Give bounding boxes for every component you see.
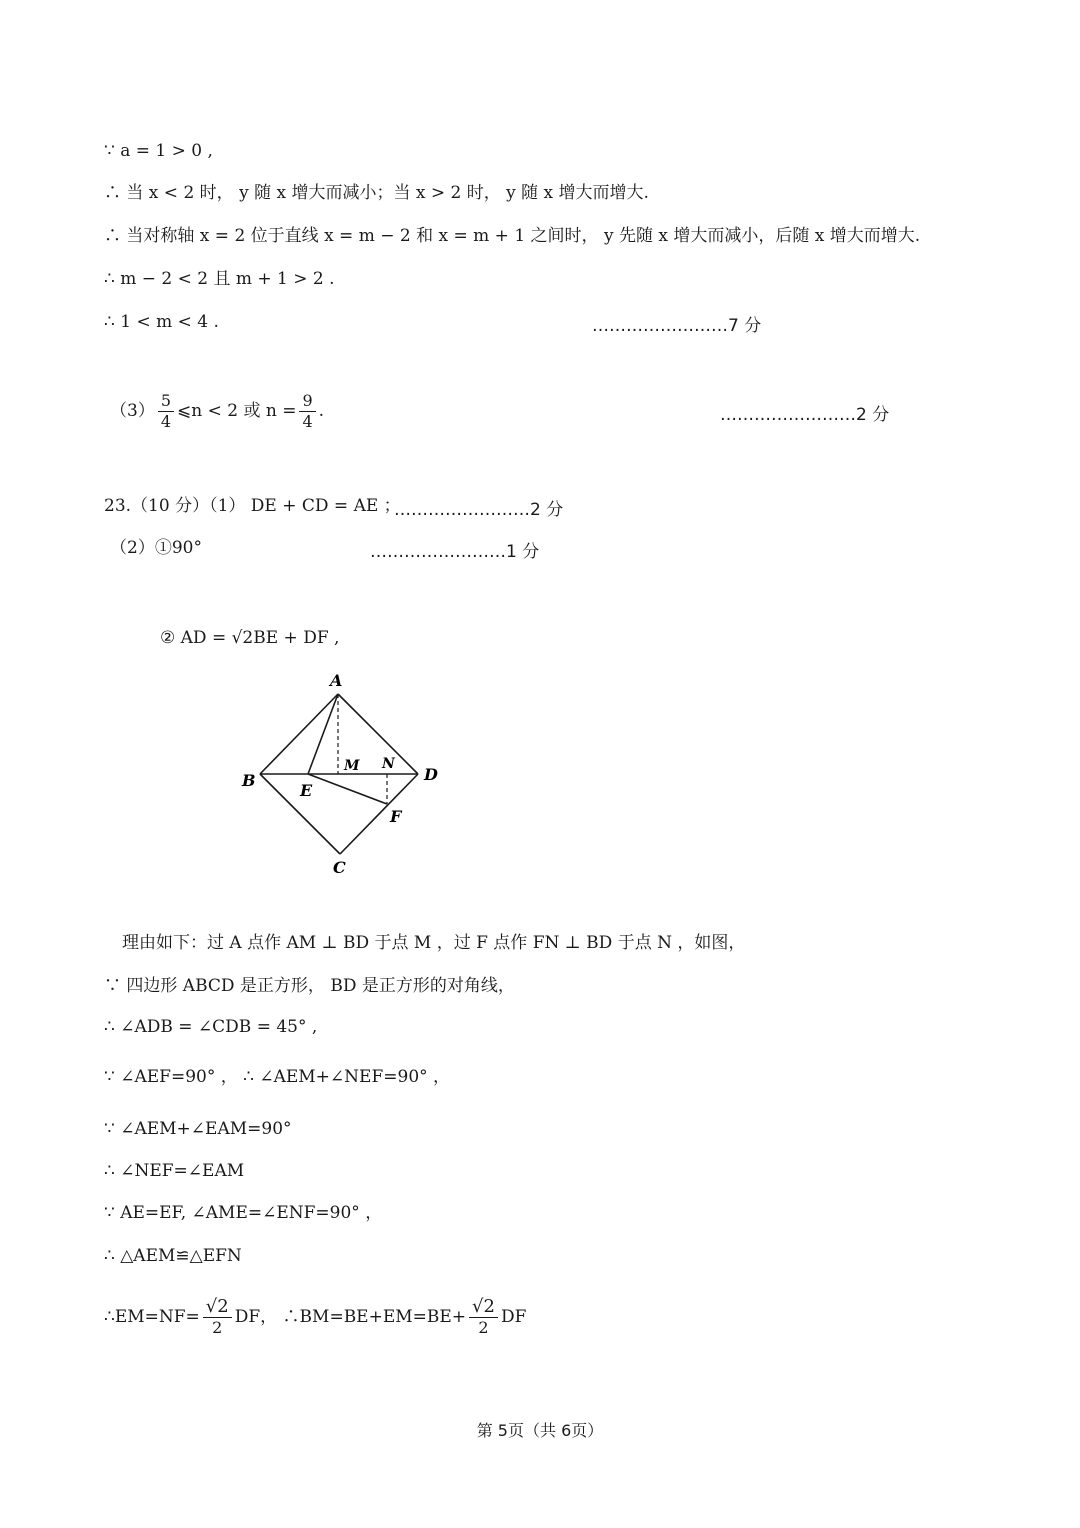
label-a: A xyxy=(330,671,343,690)
fraction-denominator: 2 xyxy=(478,1318,489,1337)
fraction-9-4 xyxy=(299,391,315,432)
part3-prefix: （3） xyxy=(110,401,155,421)
label-f: F xyxy=(390,807,402,826)
square-figure xyxy=(230,660,460,890)
label-d: D xyxy=(424,765,438,784)
bm-expression: DF， ∴BM=BE+EM=BE+ xyxy=(234,1307,467,1327)
score-2a: ……………………2 分 xyxy=(720,405,890,425)
fraction-numerator: 9 xyxy=(299,391,315,412)
fraction-numerator: √2 xyxy=(469,1297,498,1318)
score-1: ……………………1 分 xyxy=(370,542,540,562)
label-n: N xyxy=(382,756,395,772)
line-ad-relation: ② AD = √2BE + DF , xyxy=(160,628,340,648)
label-e: E xyxy=(300,781,313,800)
score-2b: ……………………2 分 xyxy=(394,500,564,520)
line-reason: 理由如下：过 A 点作 AM ⊥ BD 于点 M ，过 F 点作 FN ⊥ BD 于点 N ，如图， xyxy=(122,933,746,953)
line-q23-part1: 23.（10 分）（1） DE + CD = AE ； xyxy=(104,496,401,516)
fraction-numerator: 5 xyxy=(158,391,174,412)
label-c: C xyxy=(333,858,346,877)
segment-ef xyxy=(308,774,387,804)
label-b: B xyxy=(242,771,256,790)
score-7: ……………………7 分 xyxy=(592,316,762,336)
fraction-numerator: √2 xyxy=(203,1297,232,1318)
line-monotonicity: ∴ 当 x < 2 时， y 随 x 增大而减小；当 x > 2 时， y 随 x 增大而增大. xyxy=(104,183,649,203)
page-footer: 第 5页（共 6页） xyxy=(476,1421,604,1440)
em-nf-prefix: ∴EM=NF= xyxy=(104,1307,200,1327)
line-inequalities: ∴ m − 2 < 2 且 m + 1 > 2 . xyxy=(104,269,335,289)
fraction-sqrt2-2-second xyxy=(469,1297,498,1338)
line-part3 xyxy=(110,388,324,434)
part3-end: . xyxy=(318,401,325,421)
line-em-nf xyxy=(104,1292,526,1342)
edge-ab xyxy=(260,694,338,774)
line-m-range: ∴ 1 < m < 4 . xyxy=(104,312,219,332)
line-aef-90: ∵ ∠AEF=90° ， ∴ ∠AEM+∠NEF=90° ， xyxy=(104,1067,451,1087)
label-m: M xyxy=(344,758,360,774)
line-axis-between: ∴ 当对称轴 x = 2 位于直线 x = m − 2 和 x = m + 1 之间时， y 先随 x 增大而减小，后随 x 增大而增大. xyxy=(104,226,921,246)
segment-ae xyxy=(308,694,338,774)
line-ae-ef: ∵ AE=EF, ∠AME=∠ENF=90° ， xyxy=(104,1203,383,1223)
fraction-denominator: 4 xyxy=(302,412,313,431)
fraction-sqrt2-2 xyxy=(203,1297,232,1338)
line-aem-eam: ∵ ∠AEM+∠EAM=90° xyxy=(104,1119,292,1139)
line-q23-part2: （2）①90° xyxy=(110,538,202,558)
line-a-positive: ∵ a = 1 > 0 , xyxy=(104,141,213,161)
part3-middle: ⩽n < 2 或 n = xyxy=(177,401,297,421)
line-angle-45: ∴ ∠ADB = ∠CDB = 45° , xyxy=(104,1017,318,1037)
line-congruent: ∴ △AEM≌△EFN xyxy=(104,1246,242,1266)
fraction-5-4 xyxy=(158,391,174,432)
line-nef-eam: ∴ ∠NEF=∠EAM xyxy=(104,1161,245,1181)
df-suffix: DF xyxy=(500,1307,527,1327)
fraction-denominator: 2 xyxy=(212,1318,223,1337)
line-square: ∵ 四边形 ABCD 是正方形， BD 是正方形的对角线， xyxy=(104,976,515,996)
edge-dc xyxy=(340,774,418,854)
fraction-denominator: 4 xyxy=(160,412,172,431)
